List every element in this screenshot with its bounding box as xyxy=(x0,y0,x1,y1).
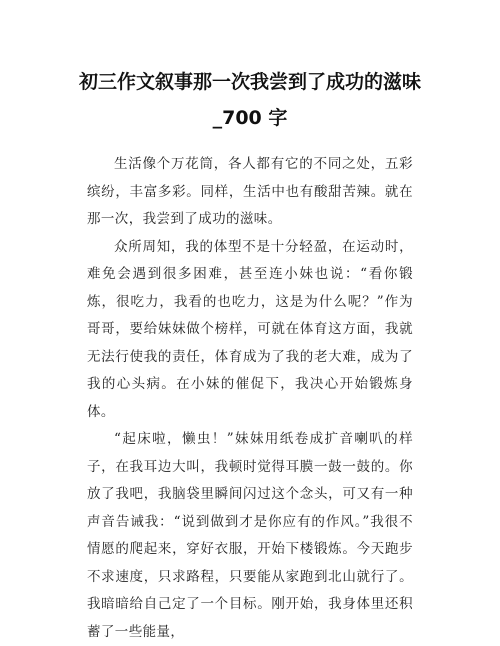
paragraph: “起床啦，懒虫！”妹妹用纸卷成扩音喇叭的样子，在我耳边大叫，我顿时觉得耳膜一鼓一鼓的。你放了我吧，我脑袋里瞬间闪过这个念头，可又有一种声音告诫我：“说到做到才是你应有的作风。”我很不情愿的爬起来，穿好衣服，开始下楼锻炼。今天跑步不求速度，只求路程，只要能从家跑到北山就行了。我暗暗给自己定了一个目标。刚开始，我身体里还积蓄了一些能量， xyxy=(87,431,413,640)
document-body xyxy=(87,151,413,646)
paragraph: 生活像个万花筒，各人都有它的不同之处，五彩缤纷，丰富多彩。同样，生活中也有酸甜苦辣。就在那一次，我尝到了成功的滋味。 xyxy=(87,156,413,227)
document-title: 初三作文叙事那一次我尝到了成功的滋味_700 字 xyxy=(78,71,421,129)
paragraph: 众所周知，我的体型不是十分轻盈，在运动时，难免会遇到很多困难，甚至连小妹也说：“看你锻炼，很吃力，我看的也吃力，这是为什么呢？”作为哥哥，要给妹妹做个榜样，可就在体育这方面，我就无法行使我的责任，体育成为了我的老大难，成为了我的心头病。在小妹的催促下，我决心开始锻炼身体。 xyxy=(87,238,413,420)
